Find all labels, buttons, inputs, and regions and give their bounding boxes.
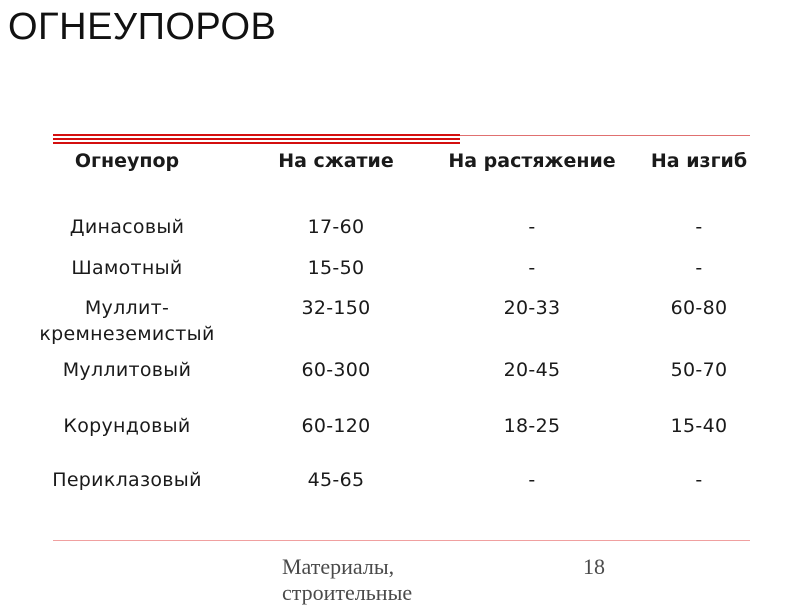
- column-header-compression: На сжатие: [278, 150, 394, 172]
- column-header-refractory: Огнеупор: [74, 150, 180, 172]
- table-header-row: [24, 146, 776, 206]
- cell-refractory: Шамотный: [71, 257, 183, 279]
- footer-caption-line: строительные: [282, 580, 413, 605]
- slide-title: ОГНЕУПОРОВ: [8, 6, 277, 48]
- table-row: [24, 465, 776, 515]
- decoration-line-thin: [460, 135, 750, 136]
- cell-refractory: Муллит-кремнеземистый: [39, 297, 215, 345]
- cell-compression: 32-150: [301, 297, 371, 319]
- decoration-line: [53, 134, 460, 136]
- cell-tension: -: [528, 469, 536, 491]
- cell-bending: 60-80: [670, 297, 728, 319]
- cell-tension: 20-45: [503, 359, 561, 381]
- table-row: [24, 247, 776, 287]
- table-row: [24, 409, 776, 465]
- cell-refractory: Динасовый: [69, 216, 185, 238]
- table-row: [24, 287, 776, 353]
- header-decoration: [53, 134, 750, 146]
- cell-bending: 50-70: [670, 359, 728, 381]
- decoration-line: [53, 142, 460, 144]
- cell-tension: 18-25: [503, 415, 561, 437]
- cell-compression: 60-120: [301, 415, 371, 437]
- table-row: [24, 206, 776, 247]
- footer-caption-line: Материалы,: [282, 554, 395, 579]
- footer-caption: [282, 554, 452, 606]
- decoration-line: [53, 138, 460, 140]
- cell-tension: 20-33: [503, 297, 561, 319]
- cell-compression: 17-60: [307, 216, 365, 238]
- cell-compression: 45-65: [307, 469, 365, 491]
- cell-refractory: Периклазовый: [52, 469, 202, 491]
- footer-divider: [53, 540, 750, 541]
- cell-bending: -: [695, 257, 703, 279]
- cell-bending: 15-40: [670, 415, 728, 437]
- cell-refractory: Корундовый: [63, 415, 191, 437]
- cell-tension: -: [528, 257, 536, 279]
- cell-refractory: Муллитовый: [62, 359, 192, 381]
- column-header-bending: На изгиб: [650, 150, 748, 172]
- cell-compression: 15-50: [307, 257, 365, 279]
- cell-bending: -: [695, 216, 703, 238]
- cell-tension: -: [528, 216, 536, 238]
- table-row: [24, 353, 776, 409]
- cell-bending: -: [695, 469, 703, 491]
- strength-table: [24, 146, 776, 515]
- cell-compression: 60-300: [301, 359, 371, 381]
- column-header-tension: На растяжение: [448, 150, 616, 172]
- page-number: 18: [583, 554, 605, 579]
